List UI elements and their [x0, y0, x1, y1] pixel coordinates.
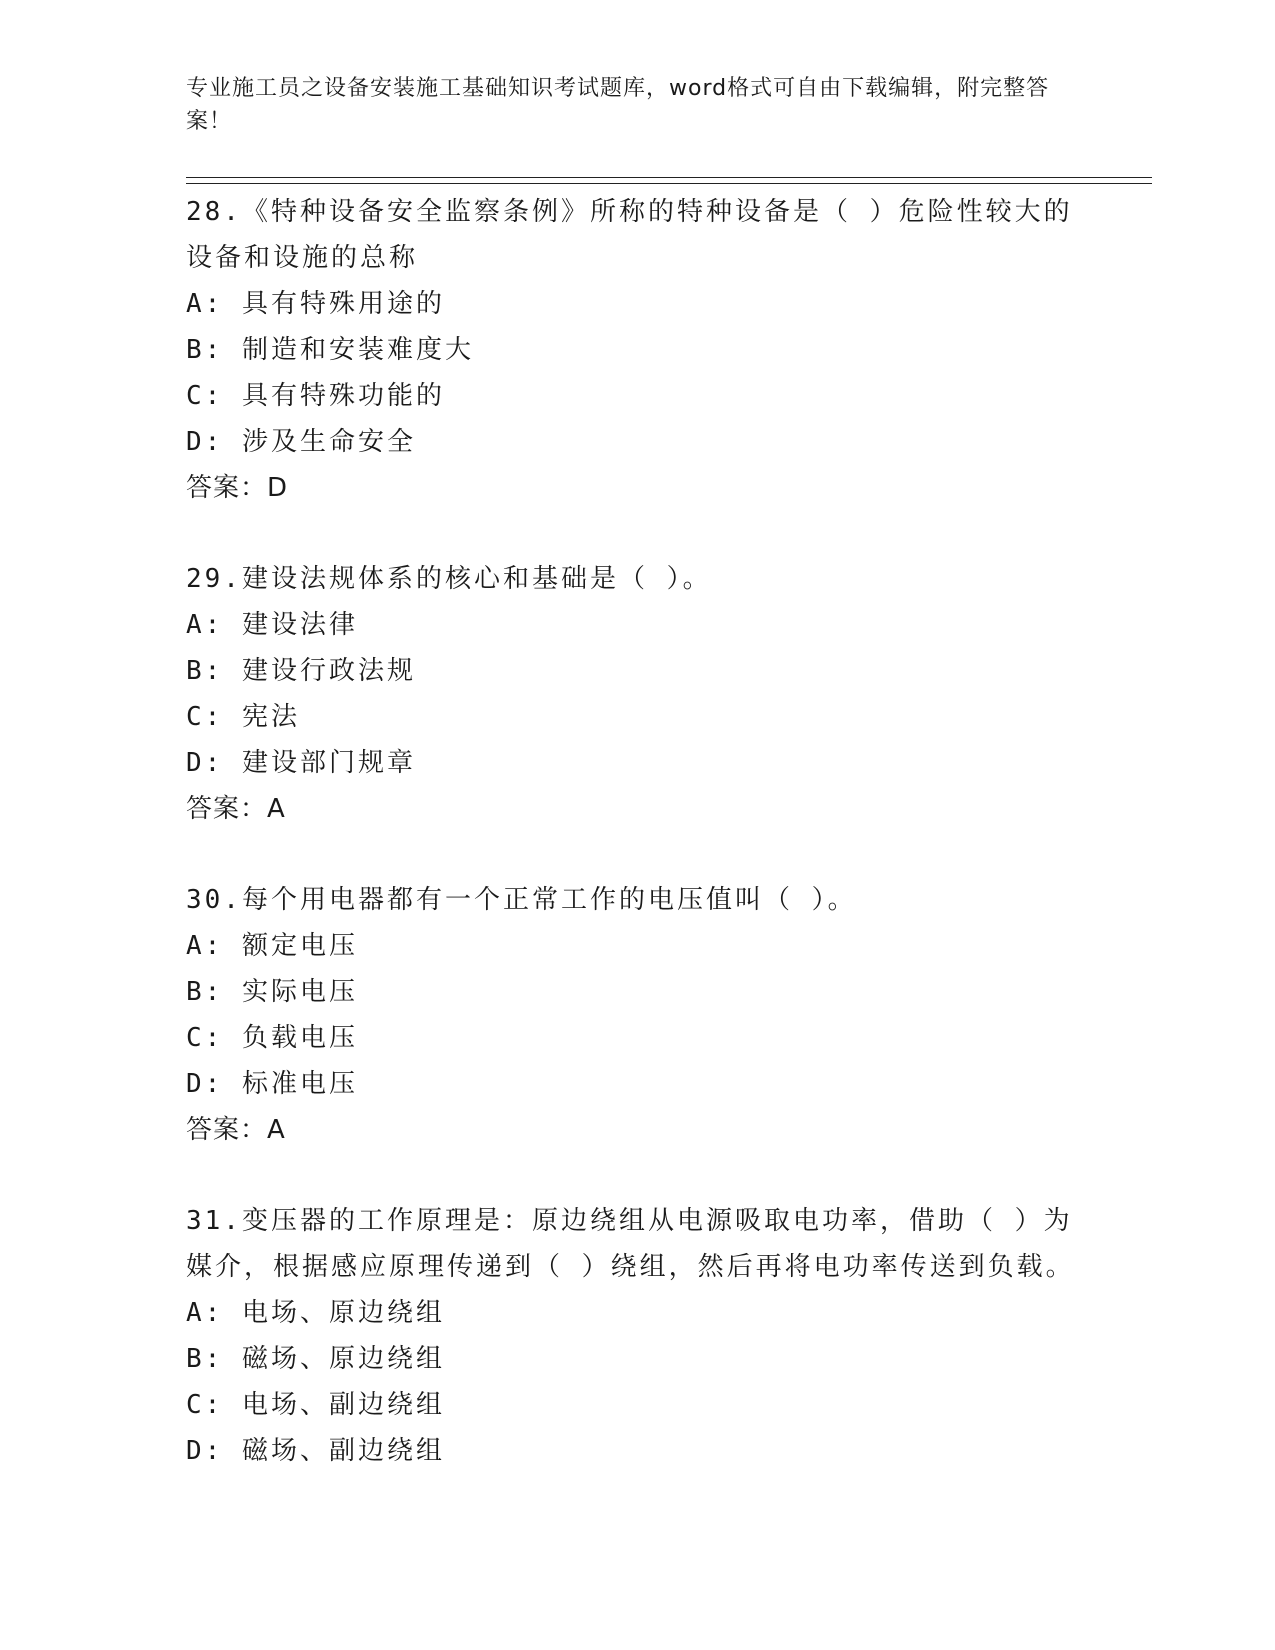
option-a: A: 具有特殊用途的 — [186, 289, 445, 319]
question-stem: 31.变压器的工作原理是：原边绕组从电源吸取电功率，借助（ ）为媒介，根据感应原理传递到（ ）绕组，然后再将电功率传送到负载。 — [186, 1206, 1075, 1282]
answer-line: 答案：A — [186, 1115, 286, 1145]
question-28 — [186, 189, 1086, 511]
option-a: A: 额定电压 — [186, 931, 358, 961]
answer-line: 答案：A — [186, 794, 286, 824]
option-b: B: 制造和安装难度大 — [186, 335, 474, 365]
option-d: D: 标准电压 — [186, 1069, 358, 1099]
option-c: C: 电场、副边绕组 — [186, 1390, 445, 1420]
option-c: C: 具有特殊功能的 — [186, 381, 445, 411]
question-30 — [186, 877, 1086, 1153]
option-d: D: 涉及生命安全 — [186, 427, 416, 457]
question-list — [186, 189, 1086, 1519]
header-divider-top — [186, 177, 1152, 178]
option-a: A: 电场、原边绕组 — [186, 1298, 445, 1328]
question-stem: 29.建设法规体系的核心和基础是（ ）。 — [186, 564, 712, 594]
option-b: B: 磁场、原边绕组 — [186, 1344, 445, 1374]
option-a: A: 建设法律 — [186, 610, 358, 640]
question-stem: 30.每个用电器都有一个正常工作的电压值叫（ ）。 — [186, 885, 857, 915]
option-b: B: 建设行政法规 — [186, 656, 416, 686]
option-c: C: 宪法 — [186, 702, 300, 732]
header-divider-bottom — [186, 183, 1152, 184]
option-c: C: 负载电压 — [186, 1023, 358, 1053]
question-29 — [186, 556, 1086, 832]
answer-line: 答案：D — [186, 473, 289, 503]
option-b: B: 实际电压 — [186, 977, 358, 1007]
question-stem: 28.《特种设备安全监察条例》所称的特种设备是（ ）危险性较大的设备和设施的总称 — [186, 197, 1073, 273]
document-header: 专业施工员之设备安装施工基础知识考试题库，word格式可自由下载编辑，附完整答案！ — [186, 76, 1050, 134]
option-d: D: 建设部门规章 — [186, 748, 416, 778]
question-31 — [186, 1198, 1086, 1474]
option-d: D: 磁场、副边绕组 — [186, 1436, 445, 1466]
